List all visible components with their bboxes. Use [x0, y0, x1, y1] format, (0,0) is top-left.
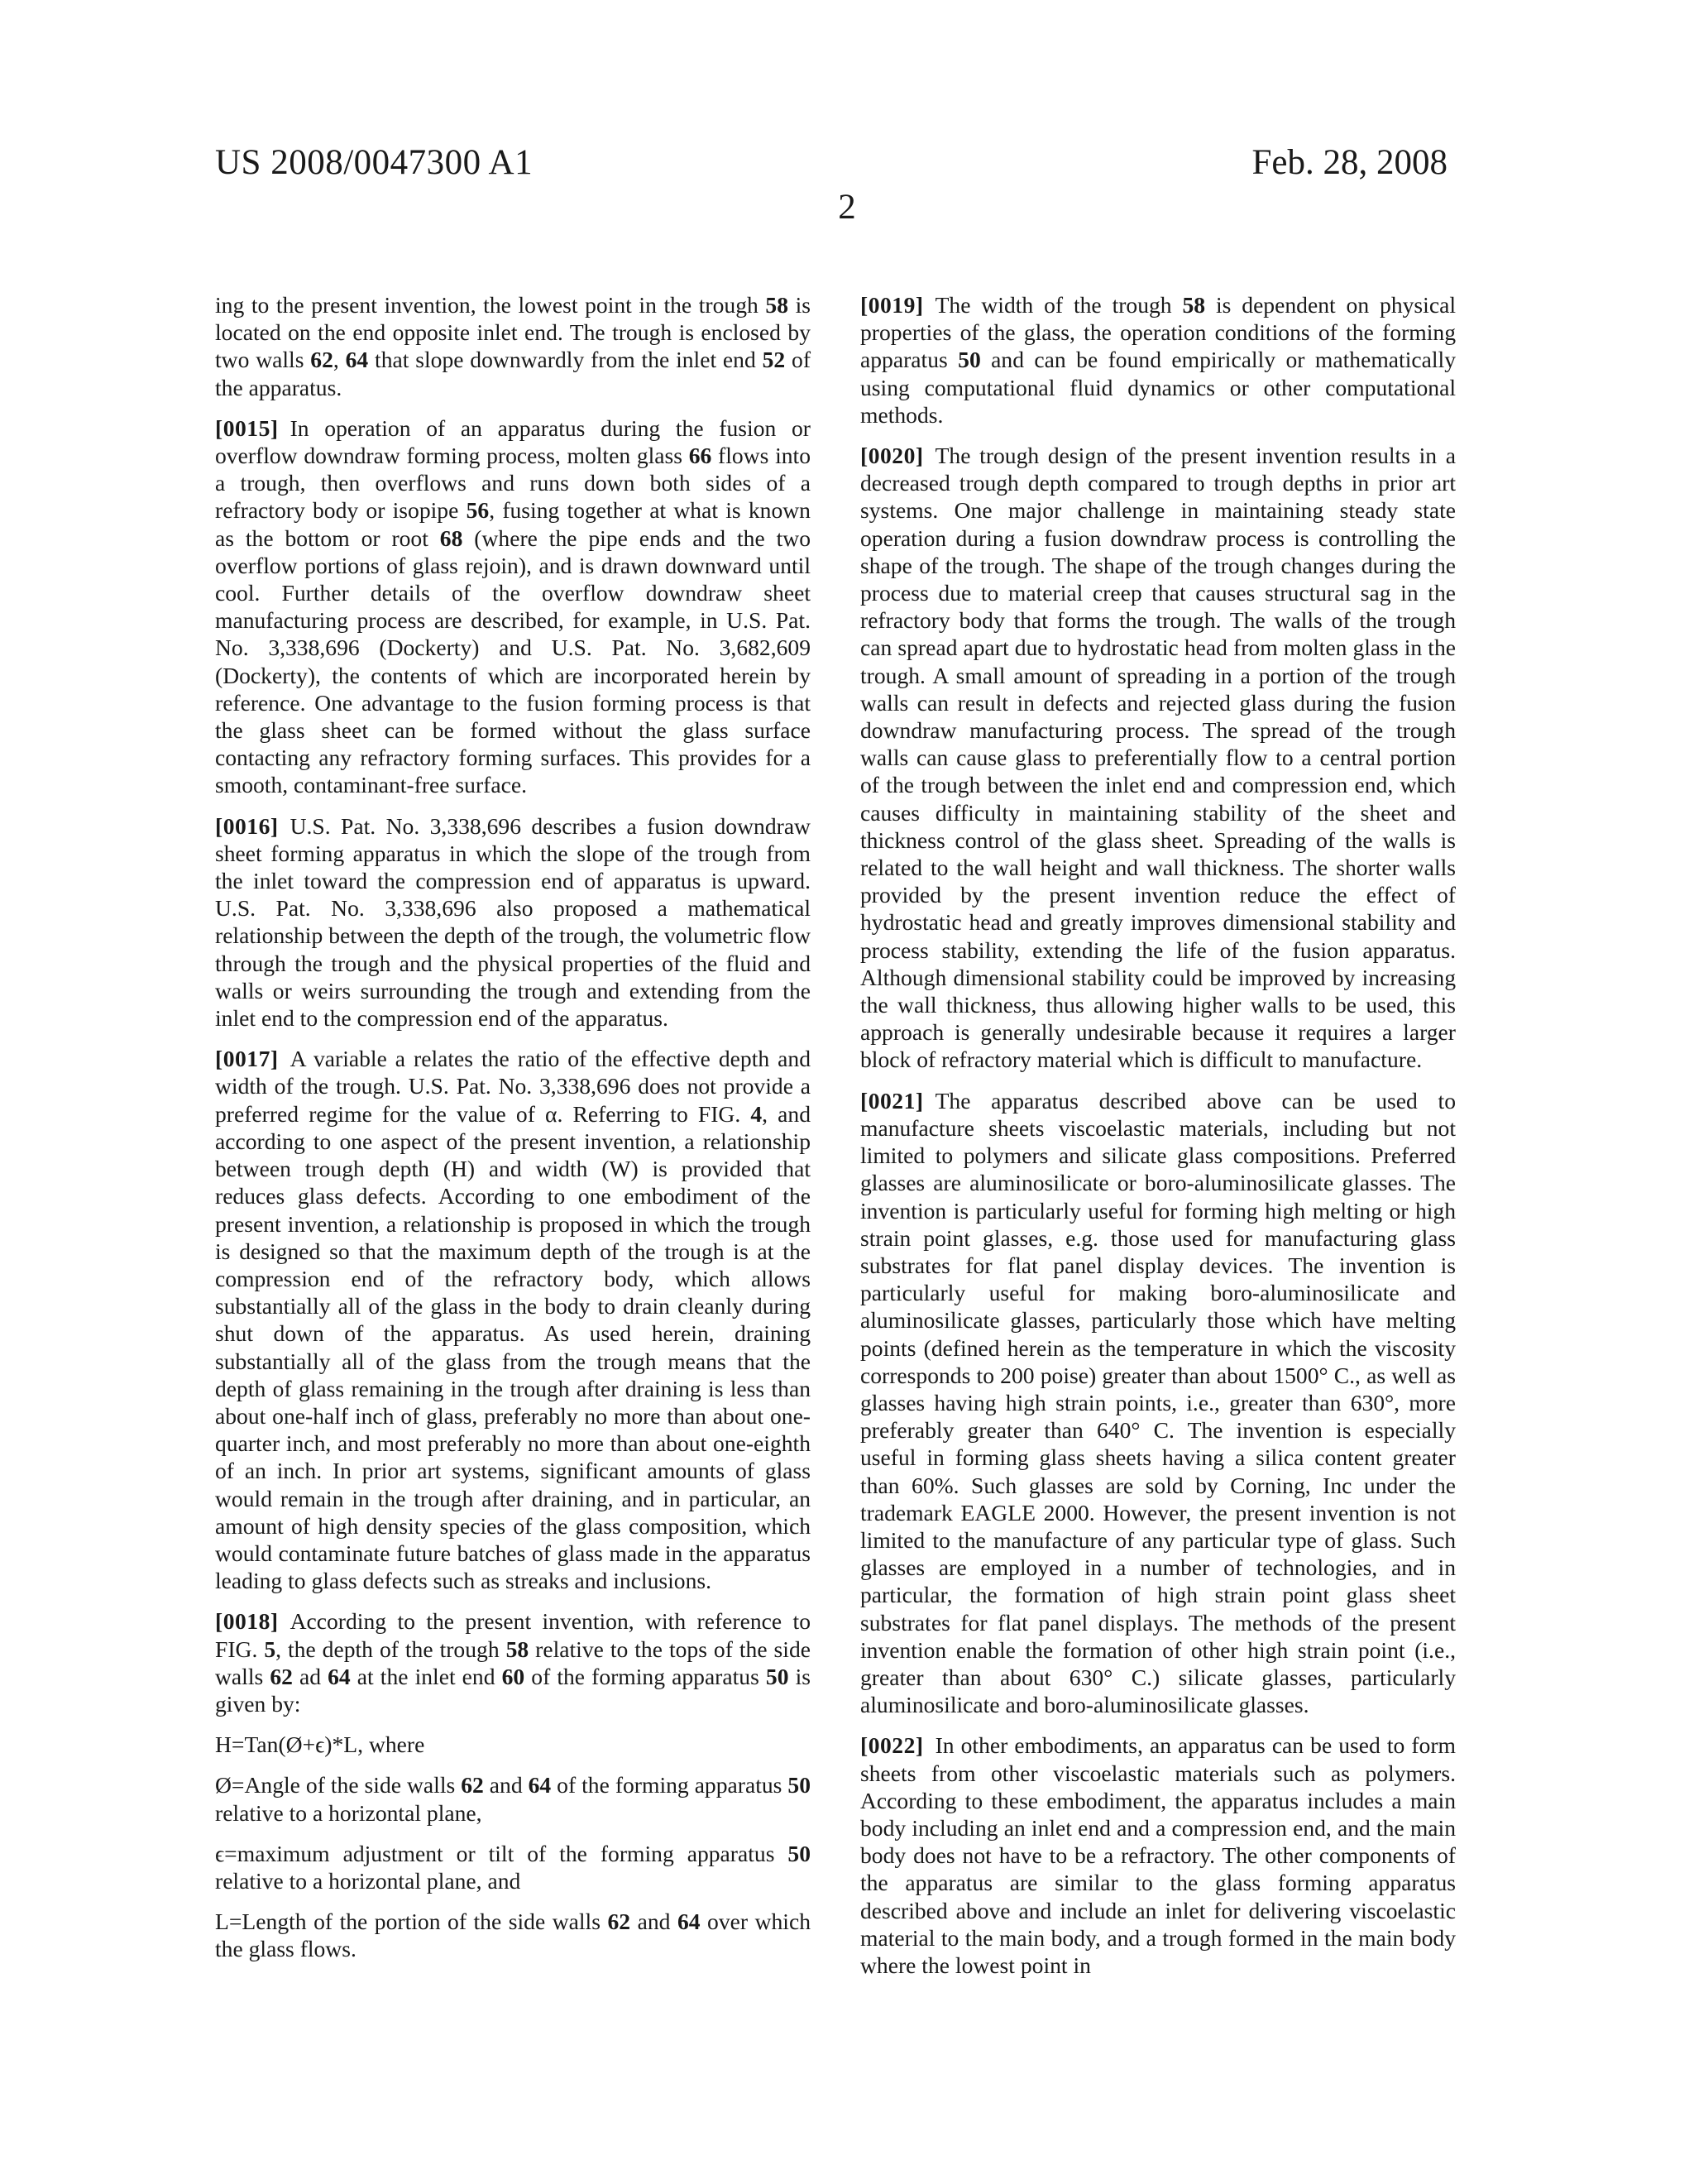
paragraph-text: (where the pipe ends and the two overflow portions of glass rejoin), and is drawn downward until cool. Further details of the overflow downdraw sheet manufacturing process are described, for example, in U.S. Pat. No. 3,338,696 (Dockerty) and U.S. Pat. No. 3,682,609 (Dockerty), the contents of which are incorporated herein by reference. One advantage to the fusion forming process is that the glass sheet can be formed without the glass surface contacting any refractory forming surfaces. This provides for a smooth, contaminant-free surface.	[215, 524, 811, 798]
paragraph-text: ing to the present invention, the lowest point in the trough	[215, 292, 766, 318]
paragraph-text: relative to the tops of the side walls	[215, 1636, 811, 1689]
publication-date: Feb. 28, 2008	[1251, 143, 1448, 182]
paragraph-text: and	[483, 1772, 529, 1798]
reference-numeral: 50	[787, 1840, 811, 1866]
paragraph-text: In operation of an apparatus during the fusion or overflow downdraw forming process, molten glass	[215, 414, 811, 469]
paragraph-text: The width of the trough	[935, 292, 1183, 318]
publication-number: US 2008/0047300 A1	[215, 143, 534, 182]
paragraph-text: is dependent on physical properties of the glass, the operation conditions of the forming apparatus	[860, 292, 1456, 373]
reference-numeral: 4	[750, 1100, 763, 1127]
right-column	[860, 291, 1456, 1992]
paragraph-text: U.S. Pat. No. 3,338,696 describes a fusion downdraw sheet forming apparatus in which the slope of the trough from the inlet toward the compression end of apparatus is upward. U.S. Pat. No. 3,338,696 also proposed a mathematical relationship between the depth of the trough, the volumetric flow through the trough and the physical properties of the fluid and walls or weirs surrounding the trough and extending from the inlet end to the compression end of the apparatus.	[215, 812, 811, 1032]
paragraph-text: H=Tan(Ø+ϵ)*L, where	[215, 1731, 425, 1758]
paragraph	[860, 1731, 1456, 1979]
paragraph-text: The trough design of the present invention results in a decreased trough depth compared to trough depths in prior art systems. One major challenge in maintaining steady state operation during a fusion downdraw process is controlling the shape of the trough. The shape of the trough changes during the process due to material creep that causes structural sag in the refractory body that forms the trough. The walls of the trough can spread apart due to hydrostatic head from molten glass in the trough. A small amount of spreading in a portion of the trough walls can result in defects and rejected glass during the fusion downdraw manufacturing process. The spread of the trough walls can cause glass to preferentially flow to a central portion of the trough between the inlet end and compression end, which causes difficulty in maintaining stability of the sheet and thickness control of the glass sheet. Spreading of the walls is related to the wall height and wall thickness. The shorter walls provided by the present invention reduce the effect of hydrostatic head and greatly improves dimensional stability and process stability, extending the life of the fusion apparatus. Although dimensional stability could be improved by increasing the wall thickness, thus allowing higher walls to be used, this approach is generally undesirable because it requires a larger block of refractory material which is difficult to manufacture.	[860, 443, 1456, 1073]
paragraph-text: ,	[333, 347, 346, 373]
paragraph-text: of the forming apparatus	[524, 1663, 766, 1689]
paragraph-number: [0017]	[215, 1046, 279, 1072]
reference-numeral: 58	[1182, 292, 1206, 318]
paragraph	[860, 291, 1456, 429]
paragraph-text: of the forming apparatus	[551, 1772, 788, 1798]
paragraph-text: and	[630, 1909, 677, 1935]
reference-numeral: 50	[787, 1772, 811, 1798]
paragraph-number: [0019]	[860, 292, 924, 318]
reference-numeral: 66	[688, 443, 712, 469]
reference-numeral: 62	[270, 1663, 293, 1689]
paragraph-text: , fusing together at what is known as the bottom or root	[215, 497, 811, 551]
paragraph	[215, 1771, 811, 1826]
paragraph-text: over which the glass flows.	[215, 1909, 811, 1962]
paragraph-number: [0018]	[215, 1608, 279, 1635]
paragraph	[215, 1840, 811, 1894]
paragraph-text: at the inlet end	[350, 1663, 502, 1689]
paragraph-text: relative to a horizontal plane, and	[215, 1867, 521, 1894]
reference-numeral: 60	[501, 1663, 525, 1689]
paragraph	[215, 1731, 811, 1758]
paragraph-text: In other embodiments, an apparatus can be used to form sheets from other viscoelastic materials such as polymers. According to these embodiment, the apparatus includes a main body including an inlet end and a compression end, and the main body does not have to be a refractory. The other components of the apparatus are similar to the glass forming apparatus described above and include an inlet for delivering viscoelastic material to the main body, and a trough formed in the main body where the lowest point in	[860, 1732, 1456, 1978]
left-column	[215, 291, 811, 1976]
paragraph-text: ϵ=maximum adjustment or tilt of the forming apparatus	[215, 1840, 788, 1866]
reference-numeral: 62	[461, 1772, 484, 1798]
paragraph-text: According to the present invention, with reference to FIG.	[215, 1608, 811, 1662]
paragraph-text: is located on the end opposite inlet end. The trough is enclosed by two walls	[215, 292, 811, 373]
reference-numeral: 64	[345, 347, 369, 373]
paragraph-text: is given by:	[215, 1663, 811, 1717]
paragraph-number: [0016]	[215, 812, 279, 839]
reference-numeral: 50	[958, 347, 981, 373]
paragraph-text: L=Length of the portion of the side walls	[215, 1909, 608, 1935]
paragraph-text: that slope downwardly from the inlet end	[368, 347, 763, 373]
reference-numeral: 64	[328, 1663, 351, 1689]
paragraph	[860, 1087, 1456, 1719]
paragraph-text: and can be found empirically or mathematically using computational fluid dynamics or other computational methods.	[860, 347, 1456, 428]
paragraph-text: of the apparatus.	[215, 347, 811, 400]
paragraph-text: A variable a relates the ratio of the effective depth and width of the trough. U.S. Pat. No. 3,338,696 does not provide a preferred regime for the value of α. Referring to FIG.	[215, 1046, 811, 1127]
paragraph	[215, 1607, 811, 1717]
paragraph-text: The apparatus described above can be used to manufacture sheets viscoelastic materials, including but not limited to polymers and silicate glass compositions. Preferred glasses are aluminosilicate or boro-aluminosilicate glasses. The invention is particularly useful for forming high melting or high strain point glasses, e.g. those used for manufacturing glass substrates for flat panel display devices. The invention is particularly useful for making boro-aluminosilicate and aluminosilicate glasses, particularly those which have melting points (defined herein as the temperature in which the viscosity corresponds to 200 poise) greater than about 1500° C., as well as glasses having high strain points, i.e., greater than 630°, more preferably greater than 640° C. The invention is especially useful in forming glass sheets having a silica content greater than 60%. Such glasses are sold by Corning, Inc under the trademark EAGLE 2000. However, the present invention is not limited to the manufacture of any particular type of glass. Such glasses are employed in a number of technologies, and in particular, the formation of high strain point glass sheet substrates for flat panel displays. The methods of the present invention enable the formation of other high strain point (i.e., greater than about 630° C.) silicate glasses, particularly aluminosilicate and boro-aluminosilicate glasses.	[860, 1087, 1456, 1718]
paragraph-text: , and according to one aspect of the present invention, a relationship between trough depth (H) and width (W) is provided that reduces glass defects. According to one embodiment of the present invention, a relationship is proposed in which the trough is designed so that the maximum depth of the trough is at the compression end of the refractory body, which allows substantially all of the glass in the body to drain cleanly during shut down of the apparatus. As used herein, draining substantially all of the glass from the trough means that the depth of glass remaining in the trough after draining is less than about one-half inch of glass, preferably no more than about one-quarter inch, and most preferably no more than about one-eighth of an inch. In prior art systems, significant amounts of glass would remain in the trough after draining, and in particular, an amount of high density species of the glass composition, which would contaminate future batches of glass made in the apparatus leading to glass defects such as streaks and inclusions.	[215, 1100, 811, 1594]
reference-numeral: 68	[439, 524, 463, 551]
reference-numeral: 64	[677, 1909, 701, 1935]
paragraph	[215, 414, 811, 799]
reference-numeral: 62	[310, 347, 333, 373]
paragraph-text: flows into a trough, then overflows and runs down both sides of a refractory body or isopipe	[215, 443, 811, 524]
paragraph	[860, 442, 1456, 1074]
reference-numeral: 52	[762, 347, 786, 373]
page-number: 2	[838, 188, 856, 227]
paragraph-number: [0015]	[215, 414, 279, 441]
paragraph-number: [0020]	[860, 443, 924, 469]
paragraph	[215, 812, 811, 1032]
reference-numeral: 58	[505, 1636, 529, 1662]
reference-numeral: 50	[765, 1663, 789, 1689]
paragraph	[215, 1908, 811, 1962]
paragraph	[215, 1045, 811, 1594]
paragraph-number: [0022]	[860, 1732, 924, 1759]
reference-numeral: 62	[607, 1909, 631, 1935]
paragraph-text: relative to a horizontal plane,	[215, 1799, 482, 1826]
paragraph-text: , the depth of the trough	[275, 1636, 506, 1662]
paragraph	[215, 291, 811, 401]
reference-numeral: 58	[765, 292, 788, 318]
paragraph-text: ad	[292, 1663, 328, 1689]
reference-numeral: 64	[528, 1772, 552, 1798]
paragraph-text: Ø=Angle of the side walls	[215, 1772, 462, 1798]
reference-numeral: 5	[264, 1636, 276, 1662]
reference-numeral: 56	[466, 497, 490, 524]
paragraph-number: [0021]	[860, 1087, 924, 1114]
